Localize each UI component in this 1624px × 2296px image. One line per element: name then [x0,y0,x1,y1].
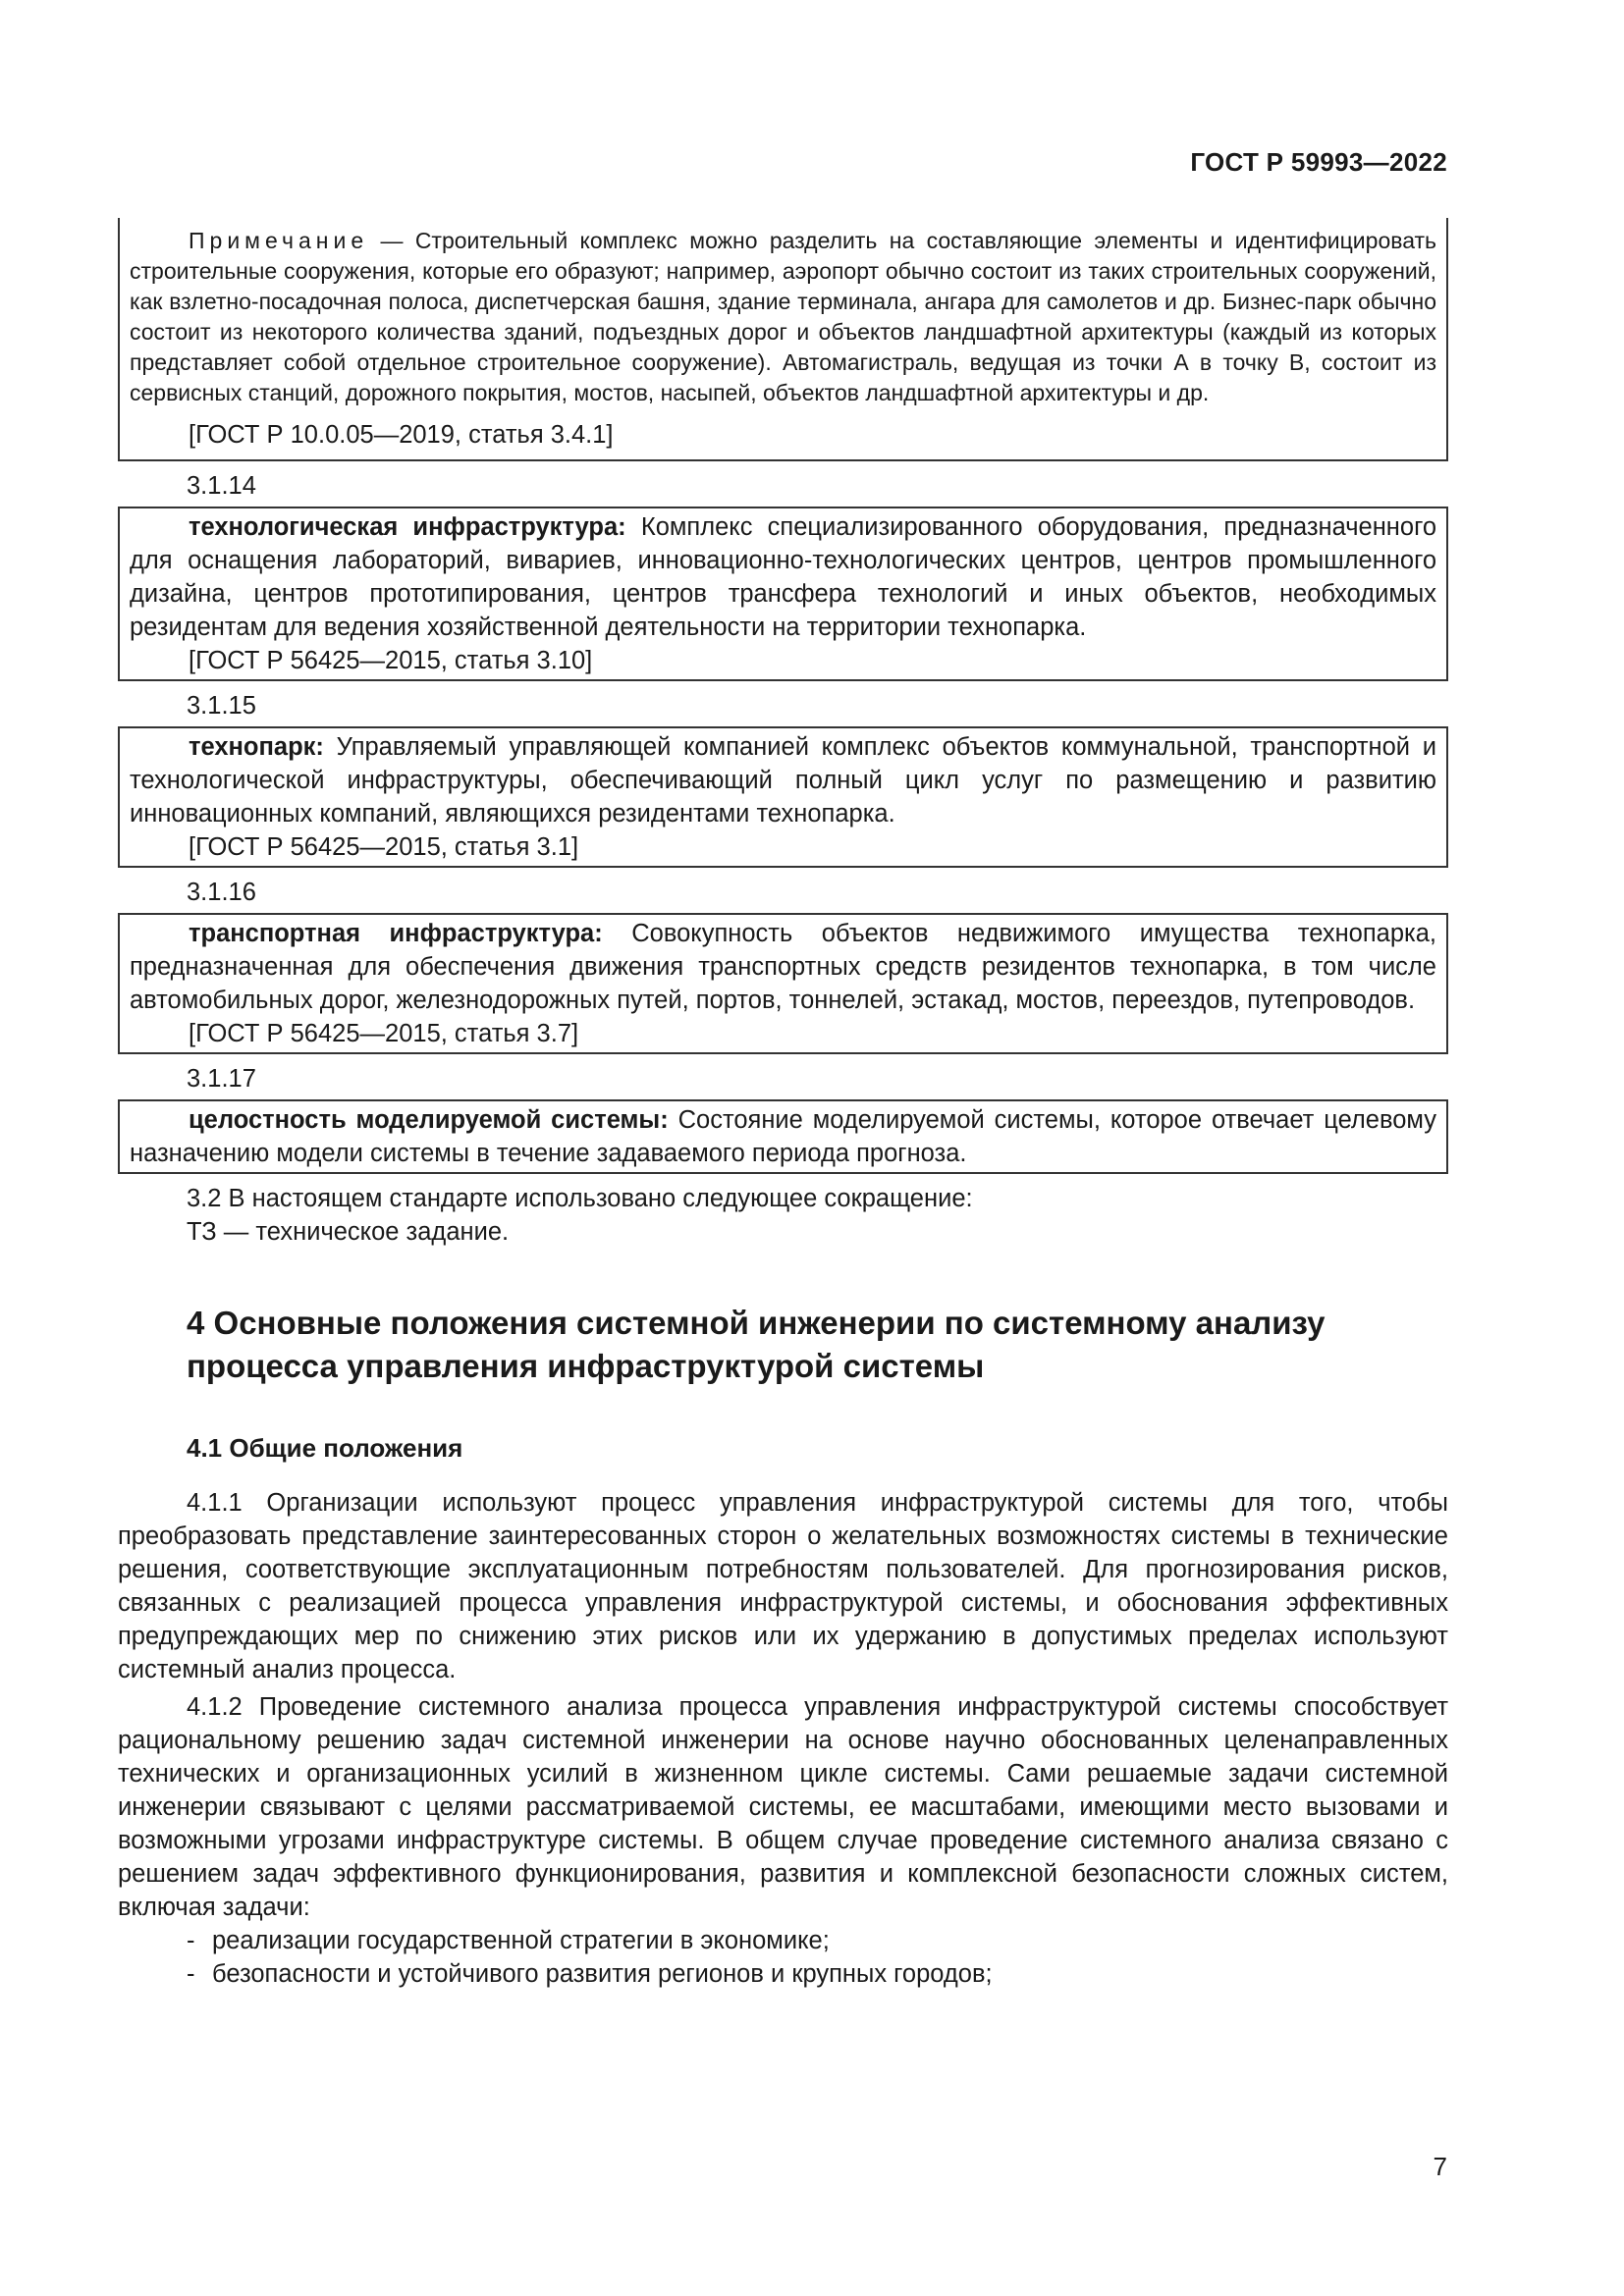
definition-text [130,510,1436,644]
section-4-title [118,1302,1448,1388]
definition-reference: [ГОСТ Р 56425—2015, статья 3.10] [189,647,593,674]
list-item-text: реализации государственной стратегии в экономике; [212,1927,830,1954]
definition-term: технологическая инфраструктура: [189,513,626,541]
page-number: 7 [1433,2152,1447,2181]
definition-reference: [ГОСТ Р 56425—2015, статья 3.7] [189,1020,579,1047]
definition-reference: [ГОСТ Р 56425—2015, статья 3.1] [189,833,579,861]
definition-number-3-1-15: 3.1.15 [187,692,256,720]
list-marker: - [187,1927,195,1954]
definition-box-3-1-14 [118,507,1448,681]
definition-body: Состояние моделируемой системы, которое отвечает целевому назначению модели системы в течение задаваемого периода прогноза. [130,1106,1436,1167]
list-item [118,1957,1448,1991]
list-item-text: безопасности и устойчивого развития регионов и крупных городов; [212,1960,993,1988]
definition-number-3-1-14: 3.1.14 [187,472,256,500]
definition-box-3-1-16 [118,913,1448,1054]
section-4-title-line-2: процесса управления инфраструктурой системы [187,1348,985,1384]
abbrev-item: ТЗ — техническое задание. [187,1218,510,1246]
definition-term: технопарк: [189,733,324,761]
definition-body: Комплекс специализированного оборудования, предназначенного для оснащения лабораторий, вивариев, инновационно-технологических центров, центров промышленного дизайна, центров прототипирования, центров трансфера технологий и иных объектов, необходимых резидентам для ведения хозяйственной деятельности на территории технопарка. [130,513,1436,641]
abbrev-intro: 3.2 В настоящем стандарте использовано следующее сокращение: [187,1185,973,1212]
definition-box-3-1-17 [118,1099,1448,1174]
definition-term: целостность моделируемой системы: [189,1106,669,1134]
definition-body: Управляемый управляющей компанией комплекс объектов коммунальной, транспортной и технологической инфраструктуры, обеспечивающий полный цикл услуг по размещению и развитию инновационных компаний, являющихся резидентами технопарка. [130,733,1436,828]
document-code: ГОСТ Р 59993—2022 [1190,147,1447,177]
note-box [118,218,1448,461]
list-item [118,1924,1448,1957]
page-content [118,218,1448,1991]
list-marker: - [187,1960,195,1988]
definition-body: Совокупность объектов недвижимого имущества технопарка, предназначенная для обеспечения движения транспортных средств резидентов технопарка, в том числе автомобильных дорог, железнодорожных путей, портов, тоннелей, эстакад, мостов, переездов, путепроводов. [130,920,1436,1014]
section-4-title-line-1: 4 Основные положения системной инженерии по системному анализу [187,1305,1326,1341]
definition-text [130,730,1436,830]
definition-number-3-1-17: 3.1.17 [187,1065,256,1093]
definition-number-3-1-16: 3.1.16 [187,879,256,906]
definition-term: транспортная инфраструктура: [189,920,603,947]
definition-text [130,1103,1436,1170]
note-text: — Строительный комплекс можно разделить на составляющие элементы и идентифицировать строительные сооружения, которые его образуют; например, аэропорт обычно состоит из таких строительных сооружений, как взлетно-посадочная полоса, диспетчерская башня, здание терминала, ангара для самолетов и др. Бизнес-парк обычно состоит из некоторого количества зданий, подъездных дорог и объектов ландшафтной архитектуры (каждый из которых представляет собой отдельное строительное сооружение). Автомагистраль, ведущая из точки А в точку В, состоит из сервисных станций, дорожного покрытия, мостов, насыпей, объектов ландшафтной архитектуры и др. [130,228,1437,405]
note-paragraph [130,226,1436,408]
definition-box-3-1-15 [118,726,1448,868]
note-reference: [ГОСТ Р 10.0.05—2019, статья 3.4.1] [189,421,614,449]
paragraph-4-1-2: 4.1.2 Проведение системного анализа процесса управления инфраструктурой системы способствует рациональному решению задач системной инженерии на основе научно обоснованных целенаправленных технических и организационных усилий в жизненном цикле системы. Сами решаемые задачи системной инженерии связывают с целями рассматриваемой системы, ее масштабами, имеющими место вызовами и возможными угрозами инфраструктуре системы. В общем случае проведение системного анализа связано с решением задач эффективного функционирования, развития и комплексной безопасности сложных систем, включая задачи: [118,1693,1448,1921]
definition-text [130,917,1436,1017]
paragraph-4-1-1: 4.1.1 Организации используют процесс управления инфраструктурой системы для того, чтобы преобразовать представление заинтересованных сторон о желательных возможностях системы в технические решения, соответствующие эксплуатационным потребностям пользователей. Для прогнозирования рисков, связанных с реализацией процесса управления инфраструктурой системы, и обоснования эффективных предупреждающих мер по снижению этих рисков или их удержанию в допустимых пределах используют системный анализ процесса. [118,1489,1448,1683]
subsection-4-1-title: 4.1 Общие положения [187,1433,463,1463]
note-label: Примечание [189,228,369,253]
